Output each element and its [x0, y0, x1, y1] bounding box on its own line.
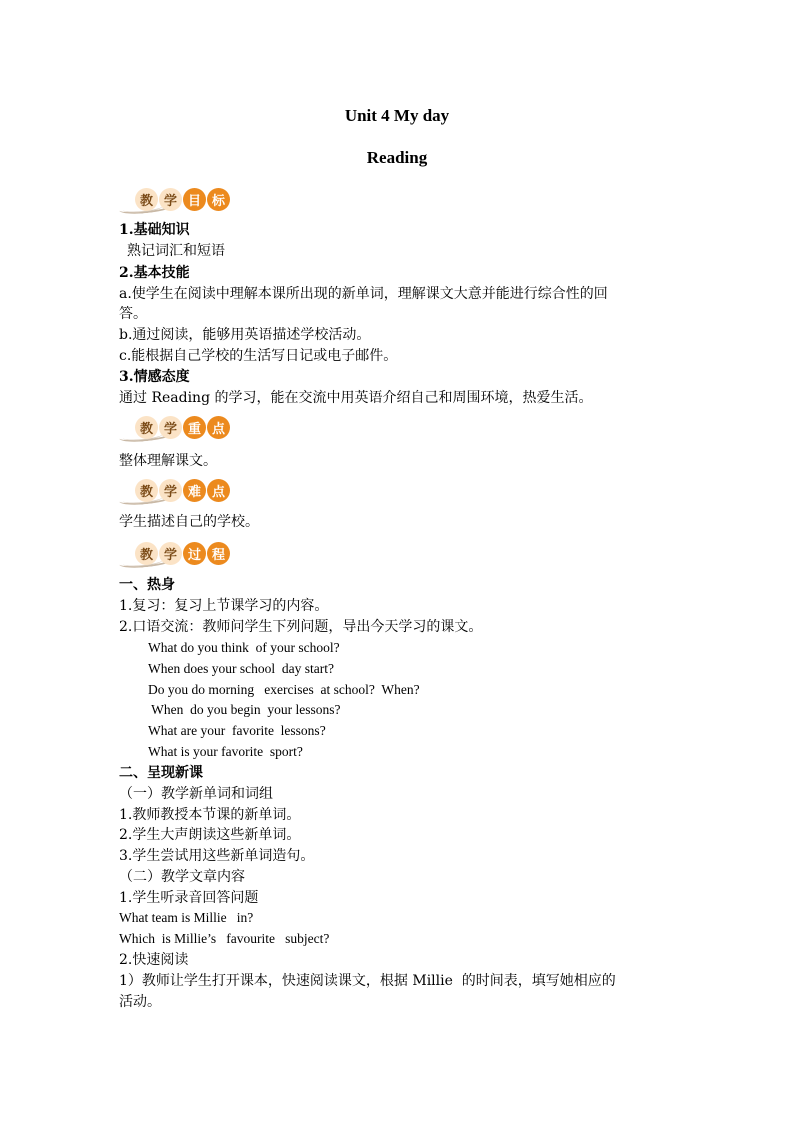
- badge-char: 目: [183, 188, 206, 211]
- badge-char: 过: [183, 542, 206, 565]
- objective-heading-3: 3.情感态度: [119, 369, 190, 385]
- objective-heading-1: 1.基础知识: [119, 222, 190, 238]
- process-section-2: 二、呈现新课: [119, 765, 203, 781]
- process-step-b2: 2.快速阅读: [119, 952, 189, 968]
- process-step-1-1: 1.复习：复习上节课学习的内容。: [119, 598, 329, 614]
- badge-char: 学: [159, 416, 182, 439]
- process-step-b2-1-line-2: 活动。: [119, 994, 161, 1010]
- process-subsection-a: （一）教学新单词和词组: [119, 786, 273, 802]
- badge-char: 学: [159, 188, 182, 211]
- badge-char: 教: [135, 416, 158, 439]
- badge-char: 教: [135, 479, 158, 502]
- badge-char: 教: [135, 542, 158, 565]
- key-points-text: 整体理解课文。: [119, 453, 217, 469]
- objective-heading-2: 2.基本技能: [119, 265, 190, 281]
- question-line: When does your school day start?: [148, 661, 334, 676]
- badge-char: 学: [159, 542, 182, 565]
- document-subtitle: Reading: [366, 148, 428, 167]
- question-line: Do you do morning exercises at school? When?: [148, 682, 420, 697]
- objective-a-line-1: a.使学生在阅读中理解本课所出现的新单词，理解课文大意并能进行综合性的回: [119, 286, 608, 302]
- badge-char: 重: [183, 416, 206, 439]
- process-section-1: 一、热身: [119, 577, 175, 593]
- question-line: What are your favorite lessons?: [148, 723, 326, 738]
- objective-text-3: 通过 Reading 的学习，能在交流中用英语介绍自己和周围环境，热爱生活。: [119, 390, 593, 406]
- question-line: When do you begin your lessons?: [148, 702, 341, 717]
- listening-question-1: What team is Millie in?: [119, 910, 254, 925]
- badge-teaching-objectives: [119, 187, 229, 213]
- objective-text-1: 熟记词汇和短语: [127, 243, 225, 259]
- badge-char: 难: [183, 479, 206, 502]
- listening-question-2: Which is Millie’s favourite subject?: [119, 931, 330, 946]
- badge-char: 点: [207, 416, 230, 439]
- badge-teaching-process: [119, 541, 229, 567]
- process-step-b1: 1.学生听录音回答问题: [119, 890, 259, 906]
- difficulties-text: 学生描述自己的学校。: [119, 514, 259, 530]
- process-step-a1: 1.教师教授本节课的新单词。: [119, 807, 301, 823]
- process-subsection-b: （二）教学文章内容: [119, 869, 245, 885]
- process-step-1-2: 2.口语交流：教师问学生下列问题，导出今天学习的课文。: [119, 619, 483, 635]
- process-step-b2-1-line-1: 1）教师让学生打开课本，快速阅读课文，根据 Millie 的时间表，填写她相应的: [119, 973, 616, 989]
- process-step-a2: 2.学生大声朗读这些新单词。: [119, 827, 301, 843]
- process-step-a3: 3.学生尝试用这些新单词造句。: [119, 848, 315, 864]
- badge-difficulties: [119, 478, 229, 504]
- badge-char: 程: [207, 542, 230, 565]
- badge-char: 教: [135, 188, 158, 211]
- objective-a-line-2: 答。: [119, 306, 147, 322]
- badge-char: 标: [207, 188, 230, 211]
- objective-b: b.通过阅读，能够用英语描述学校活动。: [119, 327, 371, 343]
- document-title: Unit 4 My day: [344, 106, 450, 125]
- badge-char: 点: [207, 479, 230, 502]
- badge-char: 学: [159, 479, 182, 502]
- question-line: What is your favorite sport?: [148, 744, 303, 759]
- question-line: What do you think of your school?: [148, 640, 340, 655]
- objective-c: c.能根据自己学校的生活写日记或电子邮件。: [119, 348, 398, 364]
- badge-key-points: [119, 415, 229, 441]
